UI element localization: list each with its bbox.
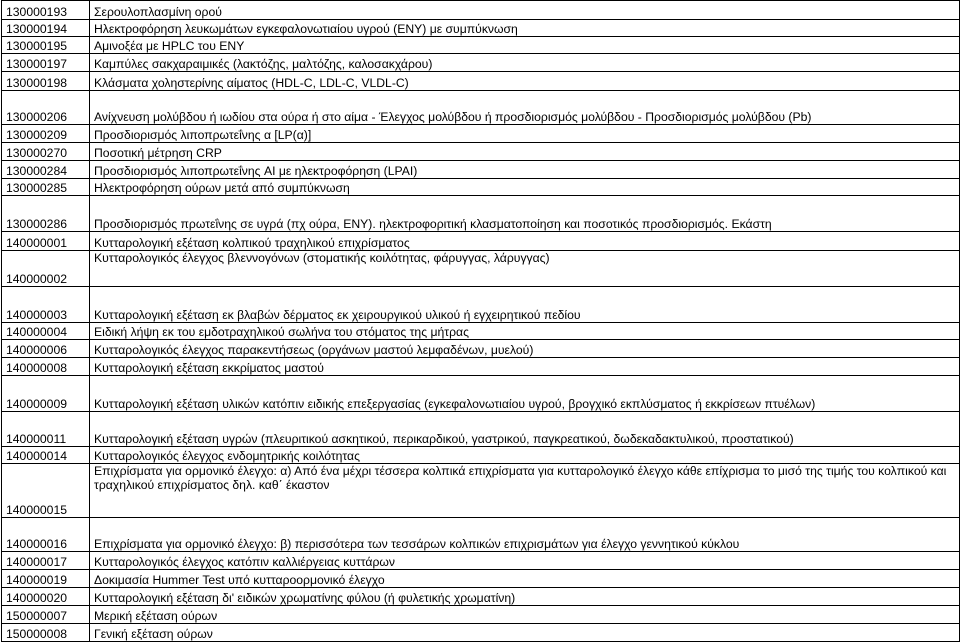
procedure-code-cell: 140000009 xyxy=(2,376,90,412)
procedure-code-cell: 140000008 xyxy=(2,358,90,376)
procedure-code-cell: 150000007 xyxy=(2,606,90,624)
table-row xyxy=(2,251,960,287)
table-row xyxy=(2,1,960,20)
table-row xyxy=(2,606,960,624)
procedure-description-cell: Καμπύλες σακχαραιμικές (λακτόζης, μαλτόζης, καλοσακχάρου) xyxy=(90,54,960,72)
procedure-description-cell: Γενική εξέταση ούρων xyxy=(90,624,960,642)
table-row xyxy=(2,179,960,196)
procedure-code-cell: 140000002 xyxy=(2,251,90,287)
procedure-description-cell: Κυτταρολογική εξέταση υγρών (πλευριτικού ασκητικού, περικαρδικού, γαστρικού, παγκρεατικού, δωδεκαδακτυλικού, προστατικού) xyxy=(90,412,960,447)
procedure-code-cell: 130000285 xyxy=(2,179,90,196)
table-row xyxy=(2,143,960,161)
procedure-description-cell: Επιχρίσματα για ορμονικό έλεγχο: α) Από ένα μέχρι τέσσερα κολπικά επιχρίσματα για κυτταρολογικό έλεγχο κάθε επίχρισμα το μισό της τιμής του κολπικού και τραχηλικού επιχρίσματος δηλ. καθ΄ έκαστον xyxy=(90,464,960,518)
procedure-description-cell: Κυτταρολογική εξέταση εκ βλαβών δέρματος εκ χειρουργικού υλικού ή εγχειρητικού πεδίου xyxy=(90,287,960,323)
procedure-description-cell: Προσδιορισμός λιποπρωτεΐνης α [LP(α)] xyxy=(90,125,960,143)
procedure-code-cell: 140000004 xyxy=(2,323,90,340)
procedure-description-cell: Δοκιμασία Hummer Test υπό κυτταροορμονικό έλεγχο xyxy=(90,570,960,588)
procedure-code-cell: 130000209 xyxy=(2,125,90,143)
procedure-description-cell: Ηλεκτροφόρηση λευκωμάτων εγκεφαλονωτιαίου υγρού (ΕΝΥ) με συμπύκνωση xyxy=(90,20,960,37)
procedure-description-cell: Κυτταρολογική εξέταση υλικών κατόπιν ειδικής επεξεργασίας (εγκεφαλονωτιαίου υγρού, βρογχικό εκπλύσματος ή εκκρίσεων πτυέλων) xyxy=(90,376,960,412)
table-row xyxy=(2,37,960,54)
procedure-code-cell: 130000194 xyxy=(2,20,90,37)
procedure-code-cell: 140000003 xyxy=(2,287,90,323)
procedure-code-cell: 140000017 xyxy=(2,552,90,570)
procedure-description-cell: Προσδιορισμός πρωτεΐνης σε υγρά (πχ ούρα, ΕΝΥ). ηλεκτροφοριτική κλασματοποίηση και ποσοτικός προσδιορισμός. Εκάστη xyxy=(90,196,960,232)
procedure-codes-table xyxy=(1,0,960,642)
procedure-description-cell: Κυτταρολογικός έλεγχος παρακεντήσεως (οργάνων μαστού λεμφαδένων, μυελού) xyxy=(90,340,960,358)
procedure-code-cell: 130000193 xyxy=(2,1,90,20)
procedure-description-cell: Κλάσματα χοληστερίνης αίματος (HDL-C, LDL-C, VLDL-C) xyxy=(90,72,960,91)
procedure-description-cell: Κυτταρολογικός έλεγχος κατόπιν καλλιέργειας κυττάρων xyxy=(90,552,960,570)
table-row xyxy=(2,196,960,232)
procedure-description-cell: Ανίχνευση μολύβδου ή ιωδίου στα ούρα ή στο αίμα - Έλεγχος μολύβδου ή προσδιορισμός μολύβδου - Προσδιορισμός μολύβδου (Pb) xyxy=(90,91,960,125)
table-body xyxy=(2,1,960,642)
procedure-code-cell: 130000284 xyxy=(2,161,90,179)
procedure-description-cell: Κυτταρολογική εξέταση κολπικού τραχηλικού επιχρίσματος xyxy=(90,232,960,251)
table-row xyxy=(2,376,960,412)
table-row xyxy=(2,20,960,37)
procedure-description-cell: Κυτταρολογικός έλεγχος ενδομητρικής κοιλότητας xyxy=(90,447,960,464)
procedure-code-cell: 140000011 xyxy=(2,412,90,447)
procedure-code-cell: 130000198 xyxy=(2,72,90,91)
table-row xyxy=(2,287,960,323)
table-row xyxy=(2,624,960,642)
table-row xyxy=(2,464,960,518)
table-row xyxy=(2,570,960,588)
procedure-description-cell: Προσδιορισμός λιποπρωτεΐνης AI με ηλεκτροφόρηση (LPAI) xyxy=(90,161,960,179)
procedure-description-cell: Κυτταρολογικός έλεγχος βλεννογόνων (στοματικής κοιλότητας, φάρυγγας, λάρυγγας) xyxy=(90,251,960,287)
table-row xyxy=(2,412,960,447)
table-row xyxy=(2,125,960,143)
procedure-code-cell: 140000016 xyxy=(2,518,90,552)
table-row xyxy=(2,588,960,606)
procedure-description-cell: Ηλεκτροφόρηση ούρων μετά από συμπύκνωση xyxy=(90,179,960,196)
procedure-code-cell: 150000008 xyxy=(2,624,90,642)
procedure-code-cell: 130000270 xyxy=(2,143,90,161)
table-row xyxy=(2,358,960,376)
procedure-description-cell: Ειδική λήψη εκ του εμδοτραχηλικού σωλήνα του στόματος της μήτρας xyxy=(90,323,960,340)
table-row xyxy=(2,91,960,125)
procedure-code-cell: 140000001 xyxy=(2,232,90,251)
table-row xyxy=(2,518,960,552)
procedure-code-cell: 140000019 xyxy=(2,570,90,588)
table-row xyxy=(2,323,960,340)
procedure-description-cell: Ποσοτική μέτρηση CRP xyxy=(90,143,960,161)
procedure-description-cell: Επιχρίσματα για ορμονικό έλεγχο: β) περισσότερα των τεσσάρων κολπικών επιχρισμάτων για έλεγχο γεννητικού κύκλου xyxy=(90,518,960,552)
table-row xyxy=(2,72,960,91)
table-row xyxy=(2,232,960,251)
procedure-description-cell: Κυτταρολογική εξέταση δι' ειδικών χρωματίνης φύλου (ή φυλετικής χρωματίνη) xyxy=(90,588,960,606)
table-row xyxy=(2,340,960,358)
procedure-description-cell: Σερουλοπλασμίνη ορού xyxy=(90,1,960,20)
procedure-code-cell: 140000006 xyxy=(2,340,90,358)
procedure-description-cell: Αμινοξέα με HPLC του ΕΝΥ xyxy=(90,37,960,54)
procedure-description-cell: Κυτταρολογική εξέταση εκκρίματος μαστού xyxy=(90,358,960,376)
procedure-code-cell: 140000020 xyxy=(2,588,90,606)
procedure-code-cell: 140000014 xyxy=(2,447,90,464)
procedure-code-cell: 140000015 xyxy=(2,464,90,518)
table-row xyxy=(2,552,960,570)
table-row xyxy=(2,54,960,72)
table-row xyxy=(2,447,960,464)
table-row xyxy=(2,161,960,179)
procedure-code-cell: 130000206 xyxy=(2,91,90,125)
procedure-code-cell: 130000286 xyxy=(2,196,90,232)
procedure-description-cell: Μερική εξέταση ούρων xyxy=(90,606,960,624)
procedure-code-cell: 130000195 xyxy=(2,37,90,54)
procedure-code-cell: 130000197 xyxy=(2,54,90,72)
